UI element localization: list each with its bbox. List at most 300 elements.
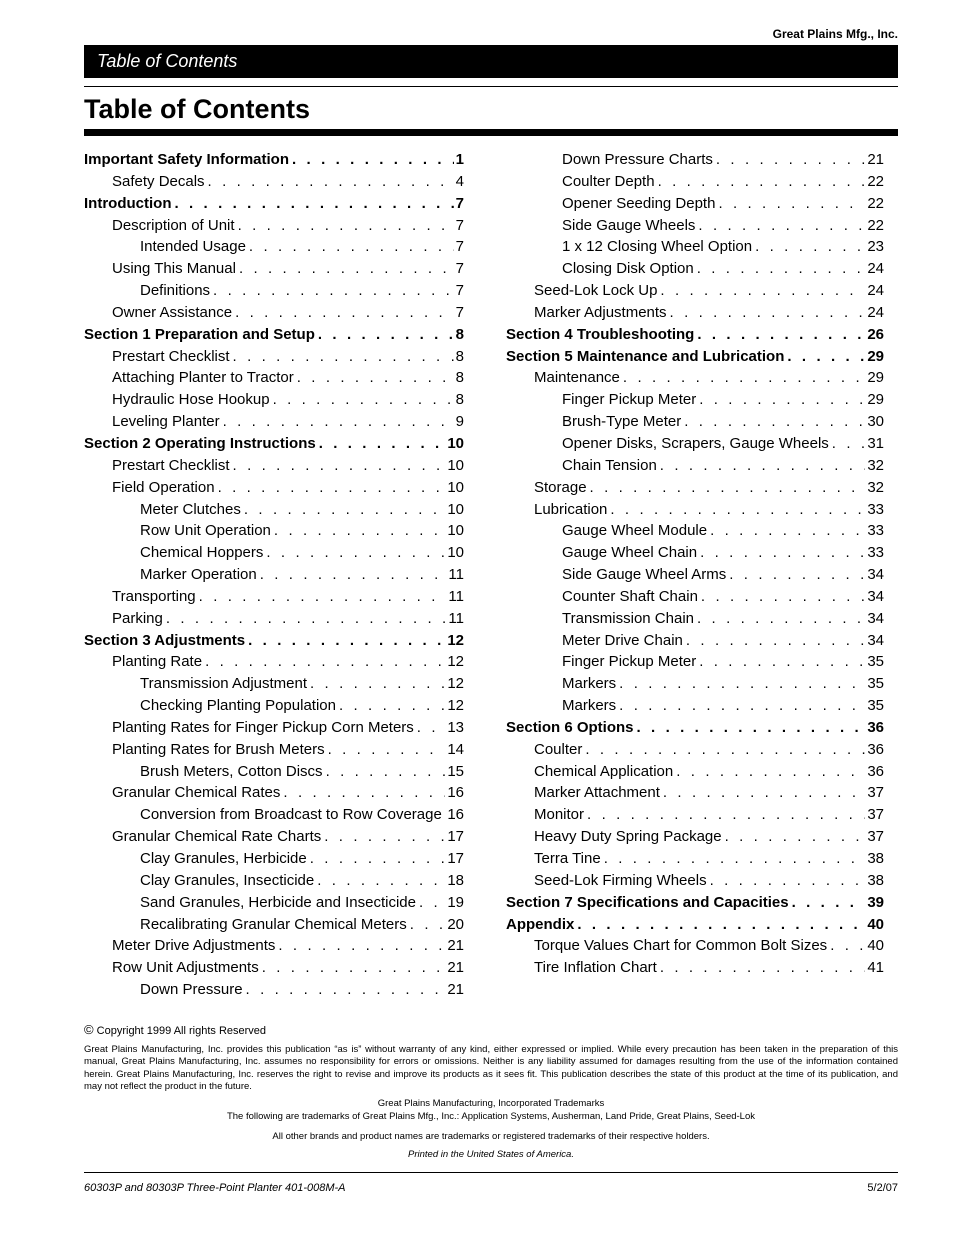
toc-entry xyxy=(84,892,464,914)
toc-entry xyxy=(506,673,884,695)
toc-entry-page: 24 xyxy=(867,303,884,321)
toc-entry-title: Maintenance xyxy=(534,369,620,387)
toc-entry-page: 36 xyxy=(867,762,884,780)
toc-entry-title: Meter Drive Chain xyxy=(562,631,683,649)
toc-entry-page: 15 xyxy=(447,762,464,780)
toc-entry-title: Chemical Hoppers xyxy=(140,544,264,562)
toc-entry xyxy=(506,804,884,826)
toc-entry-page: 36 xyxy=(867,718,884,736)
toc-entry-title: Torque Values Chart for Common Bolt Sizes xyxy=(534,937,828,955)
toc-entry-title: Coulter xyxy=(534,740,583,758)
toc-entry xyxy=(506,520,884,542)
toc-dot-leader xyxy=(694,258,866,280)
toc-entry-page: 16 xyxy=(447,784,464,802)
toc-entry xyxy=(506,870,884,892)
toc-dot-leader xyxy=(307,673,445,695)
toc-entry xyxy=(506,389,884,411)
toc-entry xyxy=(506,367,884,389)
copyright-line xyxy=(84,1022,266,1037)
toc-entry-page: 21 xyxy=(867,151,884,168)
toc-entry-page: 12 xyxy=(447,675,464,693)
toc-dot-leader xyxy=(707,870,866,892)
toc-dot-leader xyxy=(829,433,866,455)
toc-entry-page: 16 xyxy=(447,806,464,824)
toc-entry-page: 24 xyxy=(867,260,884,278)
toc-entry-title: Gauge Wheel Module xyxy=(562,522,708,540)
toc-entry-title: Transmission Chain xyxy=(562,609,694,627)
toc-dot-leader xyxy=(230,346,454,368)
toc-entry-page: 24 xyxy=(867,282,884,300)
toc-entry xyxy=(506,346,884,368)
toc-entry-title: Introduction xyxy=(84,194,172,212)
toc-entry-page: 41 xyxy=(867,959,884,977)
toc-entry-title: Section 5 Maintenance and Lubrication xyxy=(506,347,785,365)
toc-entry-page: 7 xyxy=(455,260,464,278)
toc-entry-title: Side Gauge Wheels xyxy=(562,216,696,234)
toc-entry xyxy=(84,324,464,346)
toc-entry-title: Section 3 Adjustments xyxy=(84,631,246,649)
toc-entry xyxy=(84,739,464,761)
toc-entry xyxy=(84,193,464,215)
toc-entry xyxy=(84,782,464,804)
toc-entry-page: 26 xyxy=(867,325,884,343)
toc-entry xyxy=(84,826,464,848)
toc-dot-leader xyxy=(681,411,865,433)
toc-entry-page: 9 xyxy=(455,413,464,431)
toc-entry xyxy=(506,564,884,586)
toc-entry xyxy=(506,717,884,739)
toc-dot-leader xyxy=(696,389,865,411)
toc-entry-title: Definitions xyxy=(140,282,211,300)
toc-entry xyxy=(84,280,464,302)
toc-entry-title: Prestart Checklist xyxy=(112,347,230,365)
toc-entry-page: 38 xyxy=(867,871,884,889)
toc-entry-page: 10 xyxy=(447,500,464,518)
toc-entry-page: 7 xyxy=(455,303,464,321)
toc-dot-leader xyxy=(307,848,446,870)
toc-entry-page: 10 xyxy=(447,434,464,452)
toc-entry xyxy=(84,673,464,695)
toc-entry-page: 37 xyxy=(867,784,884,802)
toc-entry-title: Appendix xyxy=(506,915,575,933)
toc-entry-page: 37 xyxy=(867,828,884,846)
toc-dot-leader xyxy=(271,520,445,542)
toc-entry-title: Opener Seeding Depth xyxy=(562,194,716,212)
toc-entry-page: 11 xyxy=(448,587,464,605)
toc-entry xyxy=(506,542,884,564)
toc-entry xyxy=(84,586,464,608)
toc-entry xyxy=(506,761,884,783)
toc-entry-title: Finger Pickup Meter xyxy=(562,653,697,671)
toc-dot-leader xyxy=(660,782,865,804)
toc-entry xyxy=(84,302,464,324)
toc-dot-leader xyxy=(634,717,866,739)
toc-dot-leader xyxy=(245,630,445,652)
footer-date: 5/2/07 xyxy=(867,1182,898,1194)
toc-entry-title: Leveling Planter xyxy=(112,413,220,431)
toc-entry-page: 35 xyxy=(867,697,884,715)
toc-dot-leader xyxy=(294,367,454,389)
toc-entry-title: Section 6 Options xyxy=(506,718,634,736)
toc-dot-leader xyxy=(827,935,865,957)
toc-entry-page: 10 xyxy=(447,478,464,496)
toc-entry-title: Down Pressure Charts xyxy=(562,151,713,168)
toc-entry xyxy=(84,236,464,258)
copyright-text: Copyright 1999 All rights Reserved xyxy=(96,1025,267,1037)
header-rule xyxy=(84,86,898,87)
toc-dot-leader xyxy=(232,302,454,324)
toc-entry-page: 10 xyxy=(447,456,464,474)
toc-dot-leader xyxy=(325,739,446,761)
toc-entry-title: Seed-Lok Firming Wheels xyxy=(534,871,707,889)
toc-entry xyxy=(506,630,884,652)
toc-entry-page: 13 xyxy=(447,718,464,736)
toc-entry-page: 7 xyxy=(455,238,464,256)
toc-entry-page: 33 xyxy=(867,522,884,540)
toc-entry-page: 29 xyxy=(867,347,884,365)
toc-entry-page: 12 xyxy=(447,697,464,715)
toc-entry-page: 34 xyxy=(867,587,884,605)
toc-entry-title: Prestart Checklist xyxy=(112,456,230,474)
toc-entry-page: 40 xyxy=(867,915,884,933)
toc-entry-title: Section 4 Troubleshooting xyxy=(506,325,695,343)
toc-dot-leader xyxy=(275,935,445,957)
toc-dot-leader xyxy=(722,826,866,848)
toc-dot-leader xyxy=(683,630,865,652)
toc-entry xyxy=(84,171,464,193)
footer-model-text: 60303P and 80303P Three-Point Planter 401-008M-A xyxy=(84,1182,346,1194)
toc-entry-title: Gauge Wheel Chain xyxy=(562,544,698,562)
toc-dot-leader xyxy=(616,673,865,695)
toc-entry xyxy=(506,935,884,957)
toc-dot-leader xyxy=(784,346,865,368)
toc-dot-leader xyxy=(336,695,445,717)
toc-entry-title: Section 7 Specifications and Capacities xyxy=(506,893,789,911)
toc-entry-title: 1 x 12 Closing Wheel Option xyxy=(562,238,753,256)
toc-entry xyxy=(84,542,464,564)
toc-dot-leader xyxy=(715,193,865,215)
toc-entry-page: 23 xyxy=(867,238,884,256)
toc-dot-leader xyxy=(713,149,865,171)
other-brands-notice: All other brands and product names are trademarks or registered trademarks of their respective holders. xyxy=(272,1131,710,1142)
toc-entry xyxy=(84,870,464,892)
toc-entry-title: Counter Shaft Chain xyxy=(562,587,698,605)
toc-entry-page: 17 xyxy=(447,850,464,867)
toc-dot-leader xyxy=(657,455,866,477)
toc-entry-title: Planting Rates for Finger Pickup Corn Meters xyxy=(112,718,414,736)
toc-dot-leader xyxy=(220,411,454,433)
toc-entry xyxy=(506,695,884,717)
toc-entry-title: Using This Manual xyxy=(112,260,236,278)
toc-entry-page: 7 xyxy=(455,216,464,234)
toc-dot-leader xyxy=(270,389,454,411)
toc-entry-title: Side Gauge Wheel Arms xyxy=(562,566,727,584)
toc-entry-title: Monitor xyxy=(534,806,585,824)
toc-dot-leader xyxy=(321,826,445,848)
toc-entry xyxy=(506,848,884,870)
toc-entry-title: Marker Attachment xyxy=(534,784,660,802)
toc-entry xyxy=(84,564,464,586)
toc-entry xyxy=(506,651,884,673)
toc-entry xyxy=(84,389,464,411)
toc-entry xyxy=(84,499,464,521)
toc-dot-leader xyxy=(316,433,446,455)
trademarks-list: The following are trademarks of Great Plains Mfg., Inc.: Application Systems, Ausherman, Land Pride, Great Plains, Seed-Lok xyxy=(226,1111,756,1122)
toc-entry xyxy=(506,455,884,477)
toc-entry-title: Planting Rates for Brush Meters xyxy=(112,740,325,758)
toc-entry-title: Checking Planting Population xyxy=(140,697,336,715)
toc-entry-title: Safety Decals xyxy=(112,172,205,190)
toc-dot-leader xyxy=(673,761,865,783)
toc-dot-leader xyxy=(314,870,445,892)
toc-entry-page: 36 xyxy=(867,740,884,758)
company-name: Great Plains Mfg., Inc. xyxy=(772,27,898,41)
toc-entry-title: Section 1 Preparation and Setup xyxy=(84,325,315,343)
toc-entry-page: 29 xyxy=(867,391,884,409)
toc-entry-title: Granular Chemical Rates xyxy=(112,784,281,802)
toc-dot-leader xyxy=(752,236,865,258)
toc-entry xyxy=(506,477,884,499)
toc-entry-title: Down Pressure xyxy=(140,981,243,999)
toc-entry-page: 7 xyxy=(455,194,464,212)
toc-dot-leader xyxy=(616,695,865,717)
toc-entry-title: Recalibrating Granular Chemical Meters xyxy=(140,915,407,933)
toc-entry xyxy=(84,651,464,673)
toc-entry-title: Field Operation xyxy=(112,478,215,496)
toc-entry-page: 21 xyxy=(447,959,464,977)
toc-right-column xyxy=(506,149,884,979)
toc-entry xyxy=(506,826,884,848)
toc-entry-title: Marker Adjustments xyxy=(534,303,667,321)
toc-entry xyxy=(506,411,884,433)
toc-entry xyxy=(84,346,464,368)
toc-entry-page: 21 xyxy=(447,981,464,999)
title-rule xyxy=(84,129,898,136)
toc-entry-title: Chemical Application xyxy=(534,762,674,780)
toc-entry-page: 22 xyxy=(867,194,884,212)
toc-entry-title: Heavy Duty Spring Package xyxy=(534,828,722,846)
toc-entry xyxy=(84,367,464,389)
toc-entry-title: Meter Clutches xyxy=(140,500,241,518)
toc-dot-leader xyxy=(163,608,447,630)
toc-entry-page: 8 xyxy=(455,369,464,387)
toc-entry xyxy=(506,957,884,979)
toc-entry-page: 12 xyxy=(447,653,464,671)
toc-entry xyxy=(506,258,884,280)
toc-entry xyxy=(84,979,464,1001)
toc-entry-title: Finger Pickup Meter xyxy=(562,391,697,409)
toc-entry xyxy=(506,782,884,804)
printed-in-notice: Printed in the United States of America. xyxy=(408,1149,574,1160)
toc-entry xyxy=(506,149,884,171)
toc-entry-page: 32 xyxy=(867,456,884,474)
toc-entry-title: Brush-Type Meter xyxy=(562,413,682,431)
toc-dot-leader xyxy=(667,302,866,324)
toc-entry-page: 8 xyxy=(455,325,464,343)
toc-entry-page: 4 xyxy=(455,172,464,190)
toc-entry-page: 34 xyxy=(867,566,884,584)
toc-entry-title: Transporting xyxy=(112,587,196,605)
toc-entry-title: Granular Chemical Rate Charts xyxy=(112,828,322,846)
toc-entry xyxy=(506,914,884,936)
toc-dot-leader xyxy=(694,324,865,346)
toc-entry xyxy=(506,324,884,346)
toc-entry-title: Conversion from Broadcast to Row Coverage xyxy=(140,806,442,824)
toc-dot-leader xyxy=(587,477,866,499)
toc-dot-leader xyxy=(259,957,446,979)
toc-entry-page: 30 xyxy=(867,413,884,431)
toc-dot-leader xyxy=(416,892,445,914)
toc-entry-title: Sand Granules, Herbicide and Insecticide xyxy=(140,893,416,911)
toc-entry-title: Seed-Lok Lock Up xyxy=(534,282,658,300)
toc-entry-page: 7 xyxy=(455,282,464,300)
toc-entry xyxy=(506,236,884,258)
toc-entry-page: 33 xyxy=(867,500,884,518)
toc-entry xyxy=(84,433,464,455)
toc-entry xyxy=(506,215,884,237)
toc-dot-leader xyxy=(196,586,447,608)
toc-entry xyxy=(506,586,884,608)
toc-entry xyxy=(506,608,884,630)
toc-entry xyxy=(506,892,884,914)
toc-dot-leader xyxy=(582,739,865,761)
toc-dot-leader xyxy=(323,761,446,783)
toc-entry-page: 38 xyxy=(867,850,884,867)
toc-dot-leader xyxy=(726,564,865,586)
toc-dot-leader xyxy=(289,149,454,171)
toc-entry xyxy=(84,411,464,433)
toc-entry-title: Row Unit Operation xyxy=(140,522,271,540)
toc-entry-page: 34 xyxy=(867,631,884,649)
toc-dot-leader xyxy=(601,848,866,870)
toc-entry-page: 37 xyxy=(867,806,884,824)
toc-entry-title: Important Safety Information xyxy=(84,151,290,168)
toc-entry-page: 10 xyxy=(447,522,464,540)
toc-entry xyxy=(84,957,464,979)
toc-dot-leader xyxy=(171,193,453,215)
toc-entry xyxy=(84,717,464,739)
toc-dot-leader xyxy=(205,171,454,193)
toc-entry xyxy=(84,630,464,652)
toc-entry xyxy=(506,193,884,215)
toc-dot-leader xyxy=(257,564,447,586)
toc-entry-page: 19 xyxy=(447,893,464,911)
toc-dot-leader xyxy=(236,258,454,280)
toc-entry-title: Storage xyxy=(534,478,587,496)
toc-entry-title: Planting Rate xyxy=(112,653,203,671)
toc-entry-page: 8 xyxy=(455,391,464,409)
toc-dot-leader xyxy=(315,324,454,346)
toc-entry xyxy=(506,302,884,324)
toc-entry-title: Brush Meters, Cotton Discs xyxy=(140,762,323,780)
toc-entry-page: 29 xyxy=(867,369,884,387)
toc-entry-title: Opener Disks, Scrapers, Gauge Wheels xyxy=(562,434,829,452)
toc-dot-leader xyxy=(607,499,865,521)
toc-entry-title: Description of Unit xyxy=(112,216,235,234)
toc-entry xyxy=(84,477,464,499)
toc-entry-title: Row Unit Adjustments xyxy=(112,959,259,977)
toc-dot-leader xyxy=(694,608,865,630)
toc-dot-leader xyxy=(620,367,865,389)
toc-dot-leader xyxy=(657,280,865,302)
toc-entry-page: 11 xyxy=(448,566,464,584)
toc-entry xyxy=(84,848,464,870)
toc-entry xyxy=(506,280,884,302)
toc-entry xyxy=(84,804,464,826)
toc-entry xyxy=(84,455,464,477)
toc-entry-page: 34 xyxy=(867,609,884,627)
toc-left-column xyxy=(84,149,464,1001)
toc-entry xyxy=(84,520,464,542)
toc-entry xyxy=(84,258,464,280)
toc-entry-title: Section 2 Operating Instructions xyxy=(84,434,316,452)
toc-dot-leader xyxy=(243,979,446,1001)
copyright-symbol: © xyxy=(84,1022,94,1037)
toc-dot-leader xyxy=(263,542,445,564)
toc-entry-page: 17 xyxy=(447,828,464,846)
toc-entry-title: Owner Assistance xyxy=(112,303,233,321)
trademarks-heading: Great Plains Manufacturing, Incorporated Trademarks xyxy=(377,1098,605,1109)
toc-entry-title: Terra Tine xyxy=(534,850,601,867)
toc-entry xyxy=(506,499,884,521)
toc-entry-title: Attaching Planter to Tractor xyxy=(112,369,294,387)
toc-entry xyxy=(84,914,464,936)
toc-entry-title: Transmission Adjustment xyxy=(140,675,308,693)
toc-entry xyxy=(84,935,464,957)
toc-entry-title: Markers xyxy=(562,675,617,693)
toc-entry-title: Parking xyxy=(112,609,163,627)
toc-dot-leader xyxy=(707,520,865,542)
toc-dot-leader xyxy=(230,455,446,477)
toc-entry-page: 18 xyxy=(447,871,464,889)
toc-entry-page: 12 xyxy=(447,631,464,649)
toc-entry-page: 20 xyxy=(447,915,464,933)
toc-dot-leader xyxy=(280,782,445,804)
toc-dot-leader xyxy=(574,914,865,936)
toc-entry xyxy=(84,761,464,783)
toc-dot-leader xyxy=(655,171,866,193)
toc-dot-leader xyxy=(698,586,865,608)
disclaimer-paragraph: Great Plains Manufacturing, Inc. provides this publication “as is” without warranty of any kind, either expressed or implied. While every precaution has been taken in the preparation of this manual, Great Plains Manufacturing, Inc. assumes no responsibility for errors or omissions. Neither is any liability assumed for damages resulting from the use of the information contained herein. Great Plains Manufacturing, Inc. reserves the right to revise and improve its products as it sees fit. This publication describes the state of this product at the time of its publication, and may not reflect the product in the future. xyxy=(84,1044,898,1092)
toc-entry-page: 11 xyxy=(448,609,464,627)
toc-entry-title: Marker Operation xyxy=(140,566,257,584)
toc-dot-leader xyxy=(235,215,454,237)
toc-entry-page: 32 xyxy=(867,478,884,496)
toc-dot-leader xyxy=(697,542,865,564)
toc-entry xyxy=(84,149,464,171)
toc-dot-leader xyxy=(696,651,865,673)
toc-entry-title: Clay Granules, Herbicide xyxy=(140,850,307,867)
toc-entry-page: 35 xyxy=(867,653,884,671)
toc-entry-page: 22 xyxy=(867,172,884,190)
toc-entry-page: 8 xyxy=(455,347,464,365)
toc-dot-leader xyxy=(210,280,454,302)
toc-entry-page: 31 xyxy=(867,434,884,452)
toc-entry-page: 14 xyxy=(447,740,464,758)
toc-entry-title: Tire Inflation Chart xyxy=(534,959,657,977)
footer-rule xyxy=(84,1172,898,1173)
toc-entry-page: 1 xyxy=(455,151,464,168)
toc-entry-page: 40 xyxy=(867,937,884,955)
toc-entry xyxy=(84,215,464,237)
toc-entry-title: Markers xyxy=(562,697,617,715)
toc-entry-title: Clay Granules, Insecticide xyxy=(140,871,315,889)
toc-dot-leader xyxy=(246,236,454,258)
toc-entry-title: Coulter Depth xyxy=(562,172,655,190)
toc-entry-page: 39 xyxy=(867,893,884,911)
toc-entry xyxy=(506,433,884,455)
toc-entry-title: Lubrication xyxy=(534,500,608,518)
